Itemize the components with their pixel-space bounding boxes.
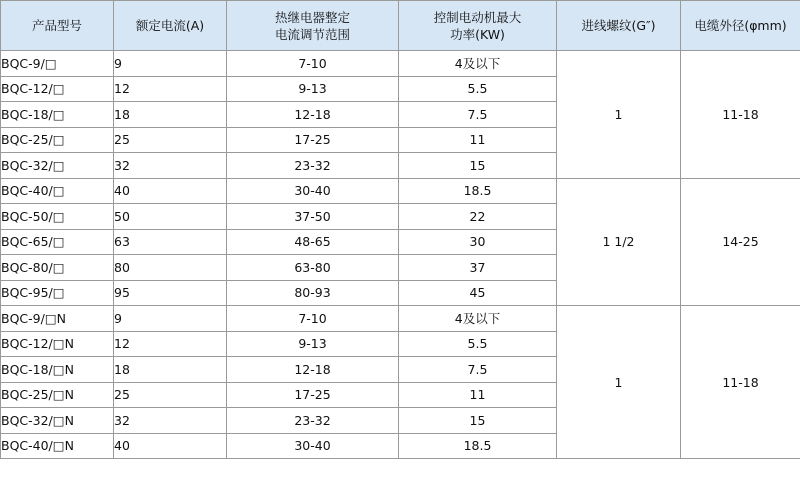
rated-current-cell: 9 [114,51,227,77]
model-cell: BQC-12/□N [1,331,114,357]
relay-range-cell: 9-13 [227,76,399,102]
rated-current-cell: 40 [114,178,227,204]
rated-current-cell: 50 [114,204,227,230]
header-relay-line2: 电流调节范围 [274,26,350,42]
relay-range-cell: 7-10 [227,306,399,332]
max-power-cell: 5.5 [399,76,557,102]
relay-range-cell: 30-40 [227,433,399,459]
model-cell: BQC-80/□ [1,255,114,281]
rated-current-cell: 80 [114,255,227,281]
max-power-cell: 7.5 [399,102,557,128]
max-power-cell: 30 [399,229,557,255]
table-row [1,51,800,77]
model-cell: BQC-18/□N [1,357,114,383]
relay-range-cell: 7-10 [227,51,399,77]
rated-current-cell: 18 [114,102,227,128]
model-cell: BQC-12/□ [1,76,114,102]
cable-diameter-cell: 14-25 [681,178,800,306]
header-relay-line1: 热继电器整定 [274,9,350,25]
model-cell: BQC-9/□ [1,51,114,77]
max-power-cell: 4及以下 [399,306,557,332]
relay-range-cell: 48-65 [227,229,399,255]
table-row [1,306,800,332]
relay-range-cell: 17-25 [227,382,399,408]
relay-range-cell: 12-18 [227,357,399,383]
rated-current-cell: 63 [114,229,227,255]
max-power-cell: 18.5 [399,178,557,204]
model-cell: BQC-40/□ [1,178,114,204]
max-power-cell: 4及以下 [399,51,557,77]
header-max-power [399,1,557,51]
header-row [1,1,800,51]
header-cable-diameter: 电缆外径(φmm) [681,1,800,51]
relay-range-cell: 63-80 [227,255,399,281]
model-cell: BQC-25/□N [1,382,114,408]
rated-current-cell: 95 [114,280,227,306]
header-model: 产品型号 [1,1,114,51]
rated-current-cell: 40 [114,433,227,459]
table-body [1,51,800,459]
rated-current-cell: 25 [114,127,227,153]
inlet-thread-cell: 1 1/2 [557,178,681,306]
rated-current-cell: 18 [114,357,227,383]
inlet-thread-cell: 1 [557,306,681,459]
header-power-line1: 控制电动机最大 [433,9,522,25]
header-relay-range [227,1,399,51]
relay-range-cell: 9-13 [227,331,399,357]
relay-range-cell: 23-32 [227,153,399,179]
header-power-line2: 功率(KW) [450,26,505,42]
max-power-cell: 22 [399,204,557,230]
relay-range-cell: 23-32 [227,408,399,434]
table-row [1,178,800,204]
relay-range-cell: 37-50 [227,204,399,230]
model-cell: BQC-65/□ [1,229,114,255]
relay-range-cell: 30-40 [227,178,399,204]
relay-range-cell: 17-25 [227,127,399,153]
model-cell: BQC-9/□N [1,306,114,332]
max-power-cell: 11 [399,382,557,408]
model-cell: BQC-95/□ [1,280,114,306]
max-power-cell: 7.5 [399,357,557,383]
model-cell: BQC-40/□N [1,433,114,459]
max-power-cell: 18.5 [399,433,557,459]
model-cell: BQC-18/□ [1,102,114,128]
model-cell: BQC-50/□ [1,204,114,230]
model-cell: BQC-32/□N [1,408,114,434]
relay-range-cell: 12-18 [227,102,399,128]
model-cell: BQC-25/□ [1,127,114,153]
model-cell: BQC-32/□ [1,153,114,179]
rated-current-cell: 32 [114,408,227,434]
max-power-cell: 5.5 [399,331,557,357]
inlet-thread-cell: 1 [557,51,681,179]
relay-range-cell: 80-93 [227,280,399,306]
rated-current-cell: 12 [114,331,227,357]
max-power-cell: 37 [399,255,557,281]
table-header [1,1,800,51]
max-power-cell: 15 [399,408,557,434]
header-rated-current: 额定电流(A) [114,1,227,51]
rated-current-cell: 9 [114,306,227,332]
max-power-cell: 11 [399,127,557,153]
rated-current-cell: 32 [114,153,227,179]
rated-current-cell: 12 [114,76,227,102]
cable-diameter-cell: 11-18 [681,51,800,179]
max-power-cell: 45 [399,280,557,306]
cable-diameter-cell: 11-18 [681,306,800,459]
rated-current-cell: 25 [114,382,227,408]
header-inlet-thread: 进线螺纹(G″) [557,1,681,51]
max-power-cell: 15 [399,153,557,179]
